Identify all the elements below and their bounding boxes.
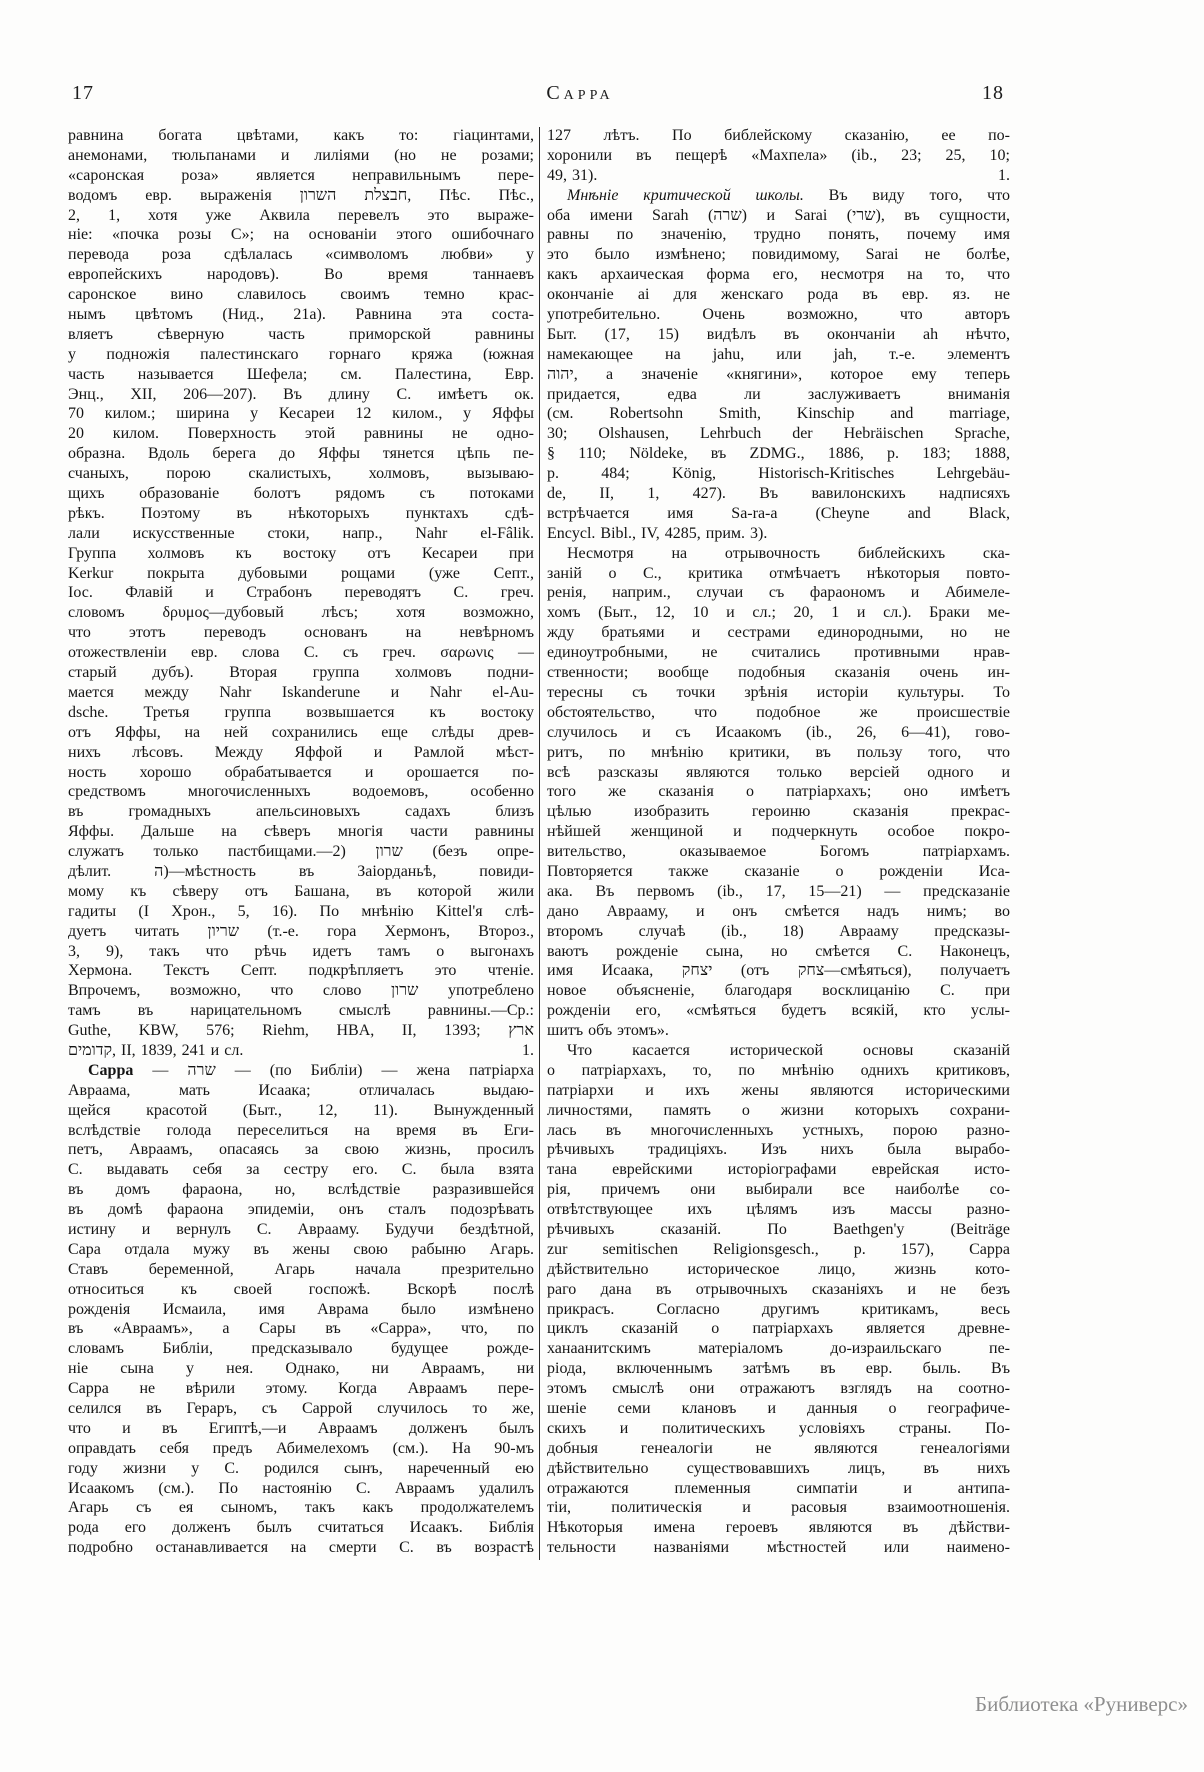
text-line: С. выдавать себя за сестру его. С. была взята <box>68 1161 534 1179</box>
text-line: ваютъ рожденіе сына, но смѣется С. Наконецъ, <box>547 942 1010 960</box>
text-line: Ставъ беременной, Агарь начала презрительно <box>68 1260 534 1278</box>
right-column <box>547 126 1010 1558</box>
text-line: тамъ въ нарицательномъ смыслѣ равнины.—Ср.: <box>68 1002 534 1020</box>
text-line: жду братьями и сестрами единородными, но не <box>547 624 1010 642</box>
text-line: Группа холмовъ къ востоку отъ Кесареи при <box>68 544 534 562</box>
text-line: ренія, наприм., случаи съ фараономъ и Абимеле- <box>547 584 1010 602</box>
text-line: намекающее на jahu, или jah, т.-е. элементъ <box>547 345 1010 363</box>
text-line: дѣйствительно существовавшихъ лицъ, въ нихъ <box>547 1459 1010 1477</box>
text-line: Несмотря на отрывочность библейскихъ ска- <box>567 544 1010 562</box>
author-signature-mark: 1. <box>998 166 1010 184</box>
page-number-right: 18 <box>982 82 1004 104</box>
text-line: случилось и съ Исаакомъ (ib., 26, 6—41), гово- <box>547 723 1010 741</box>
text-line: въ громадныхъ апельсиновыхъ садахъ близъ <box>68 803 534 821</box>
text-line: Guthe, KBW, 576; Riehm, HBA, II, 1393; ארץ <box>68 1022 534 1040</box>
text-line: оправдать себя предъ Абимелехомъ (см.). На 90-мъ <box>68 1439 534 1457</box>
text-line: Сара отдала мужу въ жены свою рабыню Агарь. <box>68 1240 534 1258</box>
text-line: щихъ образованіе болотъ рядомъ съ потоками <box>68 485 534 503</box>
text-line: мому къ сѣверу отъ Башана, въ которой жили <box>68 882 534 900</box>
text-line: dsche. Третья группа возвышается къ востоку <box>68 703 534 721</box>
text-line: рѣчивыхъ сказаній. По Baethgen'y (Beiträge <box>547 1220 1010 1238</box>
text-line: имя Исаака, יצחק (отъ צחק—смѣяться), получаетъ <box>547 962 1010 980</box>
author-signature-mark: 1. <box>522 1041 534 1059</box>
text-line: относиться къ своей госпожѣ. Вскорѣ послѣ <box>68 1280 534 1298</box>
text-line: второмъ случаѣ (ib., 18) Аврааму предсказы- <box>547 922 1010 940</box>
library-watermark: Библиотека «Руниверс» <box>975 1692 1188 1716</box>
text-line: саронское вино славилось своимъ темно крас- <box>68 286 534 304</box>
text-line: дано Аврааму, и онъ смѣется надъ нимъ; во <box>547 902 1010 920</box>
text-line: рѣчивыхъ традиціяхъ. Изъ нихъ была вырабо- <box>547 1141 1010 1159</box>
text-line: этомъ смыслѣ они отражаютъ взглядъ на соотно- <box>547 1380 1010 1398</box>
text-line: Нѣкоторыя имена героевъ являются въ дѣйстви- <box>547 1519 1010 1537</box>
text-line: году жизни у С. родился сынъ, нареченный ею <box>68 1459 534 1477</box>
text-line: оба имени Sarah (שרה) и Sarai (שרי), въ сущности, <box>547 206 1010 224</box>
text-line: какъ архаическая форма его, несмотря на то, что <box>547 266 1010 284</box>
text-line: 3, 9), такъ что рѣчь идетъ тамъ о выгонахъ <box>68 942 534 960</box>
text-line: дѣйствительно историческое лицо, жизнь кото- <box>547 1260 1010 1278</box>
text-line: единоутробными, не считались противными нрав- <box>547 644 1010 662</box>
text-line: ніе сына у нея. Однако, ни Авраамъ, ни <box>68 1360 534 1378</box>
text-line: Энц., XII, 206—207). Въ длину С. имѣетъ ок. <box>68 385 534 403</box>
text-line: § 110; Nöldeke, въ ZDMG., 1886, p. 183; 1888, <box>547 445 1010 463</box>
text-line: у подножія палестинскаго горнаго кряжа (южная <box>68 345 534 363</box>
text-line: 30; Olshausen, Lehrbuch der Hebräischen Sprache, <box>547 425 1010 443</box>
text-line: отвѣтствующее ихъ цѣлямъ изъ массы разно- <box>547 1201 1010 1219</box>
text-line: лали искусственные стоки, напр., Nahr el-Fâlik. <box>68 524 534 542</box>
text-line: хомъ (Быт., 12, 10 и сл.; 20, 1 и сл.). Браки ме- <box>547 604 1010 622</box>
text-line: шеніе семи клановъ и данныя о географиче- <box>547 1400 1010 1417</box>
text-line: всѣ разсказы являются только версіей одного и <box>547 763 1010 781</box>
text-line: средствомъ многочисленныхъ водоемовъ, особенно <box>68 783 534 801</box>
text-line: Впрочемъ, возможно, что слово שרון употреблено <box>68 982 534 1000</box>
text-line: Быт. (17, 15) видѣлъ въ окончаніи ah нѣчто, <box>547 325 1010 343</box>
text-line: личностями, память о жизни которыхъ сохрани- <box>547 1101 1010 1119</box>
text-line: часть называется Шефела; см. Палестина, Евр. <box>68 365 534 383</box>
text-line: нымъ цвѣтомъ (Нид., 21а). Равнина эта соста- <box>68 306 534 324</box>
text-line: щейся красотой (Быт., 12, 11). Вынужденный <box>68 1101 534 1119</box>
text-line: ханаанитскимъ матеріаломъ до-израильскаго пе- <box>547 1340 1010 1358</box>
text-line: что и въ Египтѣ,—и Авраамъ долженъ былъ <box>68 1419 534 1437</box>
text-line: Хермона. Текстъ Септ. подкрѣпляетъ это чтеніе. <box>68 962 534 980</box>
text-line: подробно останавливается на смерти С. въ возрастѣ <box>68 1539 534 1557</box>
text-line: Авраама, мать Исаака; отличалась выдаю- <box>68 1081 534 1099</box>
text-line: «саронская роза» является неправильнымъ пере- <box>68 166 534 184</box>
text-line: рѣкъ. Поэтому въ нѣкоторыхъ пунктахъ сдѣ- <box>68 504 534 522</box>
text-line: 1. קדומים, II, 1839, 241 и сл. <box>68 1041 534 1059</box>
text-line: p. 484; König, Historisch-Kritisches Lehrgebäu- <box>547 465 1010 483</box>
text-line: европейскихъ народовъ). Во время таннаевъ <box>68 266 534 284</box>
text-line: перевода роза сдѣлалась «символомъ любви» у <box>68 246 534 264</box>
text-line: петъ, Авраамъ, опасаясь за свою жизнь, просилъ <box>68 1141 534 1159</box>
text-line: ность хорошо обрабатывается и орошается по- <box>68 763 534 781</box>
text-line: новое объясненіе, благодаря восклицанію С. при <box>547 982 1010 1000</box>
text-line: цѣлью изобразить героиню сказанія прекрас- <box>547 803 1010 821</box>
text-line: въ домѣ фараона эпидеміи, онъ сталъ подозрѣвать <box>68 1201 534 1219</box>
text-line: ака. Въ первомъ (ib., 17, 15—21) — предсказаніе <box>547 882 1010 900</box>
text-line: Сарра — שרה — (по Библіи) — жена патріарха <box>88 1061 534 1079</box>
text-line: Encycl. Bibl., IV, 4285, прим. 3). <box>547 524 768 542</box>
text-line: отъ Яффы, на ней сохранились еще слѣды древ- <box>68 723 534 741</box>
text-line: тіи, политическія и расовыя взаимоотношенія. <box>547 1499 1010 1517</box>
text-line: нѣйшей женщиной и подчеркнуть особое покро- <box>547 823 1010 841</box>
text-line: тана еврейскими исторіографами еврейская исто- <box>547 1161 1010 1179</box>
text-line: что этотъ переводъ основанъ на невѣрномъ <box>68 624 534 642</box>
text-line: счаныхъ, порою скалистыхъ, холмовъ, вызываю- <box>68 465 534 483</box>
text-line: Агарь съ ея сыномъ, такъ какъ продолжателемъ <box>68 1499 534 1517</box>
running-head-title: Сарра <box>546 82 614 104</box>
text-line: это было измѣнено; повидимому, Sarai не болѣе, <box>547 246 1010 264</box>
text-line: (см. Robertsohn Smith, Kinschip and marriage, <box>547 405 1010 423</box>
text-line: добныя генеалогіи не являются генеалогіями <box>547 1439 1010 1457</box>
text-line: zur semitischen Religionsgesch., p. 157), Сарра <box>547 1240 1010 1258</box>
text-line: придается, едва ли заслуживаетъ вниманія <box>547 385 1010 403</box>
text-line: обстоятельство, что подобное же происшествіе <box>547 703 1010 721</box>
text-line: отражаются племенныя симпатіи и антипа- <box>547 1479 1010 1497</box>
text-line: тересны съ точки зрѣнія исторіи культуры. То <box>547 683 1010 701</box>
page-number-left: 17 <box>72 82 94 104</box>
text-line: скихъ и политическихъ условіяхъ страны. По- <box>547 1419 1010 1437</box>
text-line: раго дана въ отрывочныхъ сказаніяхъ и не безъ <box>547 1280 1010 1298</box>
text-line: тельности названіями мѣстностей или наимено- <box>547 1539 1010 1557</box>
text-line: вительство, оказываемое Богомъ патріархамъ. <box>547 843 1010 861</box>
left-column <box>68 126 534 1558</box>
text-line: ніе: «почка розы С»; на основаніи этого ошибочнаго <box>68 226 534 244</box>
text-line: Мнѣніе критической школы. Въ виду того, что <box>567 186 1010 204</box>
text-line: рожденіи его, «смѣяться будетъ всякій, кто услы- <box>547 1002 1010 1020</box>
text-line: нихъ лѣсовъ. Между Яффой и Рамлой мѣст- <box>68 743 534 761</box>
text-line: вслѣдствіе голода переселиться на время въ Еги- <box>68 1121 534 1139</box>
section-heading: Мнѣніе критической школы. <box>567 186 804 204</box>
text-line: отожествленіи евр. слова С. съ греч. σαρωνις — <box>68 644 534 662</box>
text-line: окончаніе ai для женскаго рода въ евр. яз. не <box>547 286 1010 304</box>
text-line: de, II, 1, 427). Въ вавилонскихъ надписяхъ <box>547 485 1010 503</box>
text-line: того же сказанія о патріархахъ; оно имѣетъ <box>547 783 1010 801</box>
text-line: въ «Авраамъ», а Сары въ «Сарра», что, по <box>68 1320 534 1338</box>
text-line: ритъ, по мнѣнію критики, въ пользу того, что <box>547 743 1010 761</box>
text-line: лась въ многочисленныхъ устныхъ, порою разно- <box>547 1121 1010 1139</box>
text-line: анемонами, тюльпанами и лиліями (но не розами; <box>68 146 534 164</box>
text-line: прикрасъ. Согласно другимъ критикамъ, весь <box>547 1300 1010 1318</box>
text-line: мается между Nahr Iskanderune и Nahr el-Au- <box>68 683 534 701</box>
column-divider-rule <box>539 127 540 1560</box>
text-line: старый дубъ). Вторая группа холмовъ подни- <box>68 664 534 682</box>
text-line: Повторяется также сказаніе о рожденіи Иса- <box>547 862 1010 880</box>
text-line: заній о С., критика отмѣчаетъ нѣкоторыя повто- <box>547 564 1010 582</box>
text-line: 70 килом.; ширина у Кесареи 12 килом., у Яффы <box>68 405 534 423</box>
text-line: вляетъ сѣверную часть приморской равнины <box>68 325 534 343</box>
text-line: рія, причемъ они выбирали все наиболѣе со- <box>547 1181 1010 1199</box>
text-line: образна. Вдоль берега до Яффы тянется цѣпь пе- <box>68 445 534 463</box>
text-line: 20 килом. Поверхность этой равнины не одно- <box>68 425 534 443</box>
text-line: равны по значенію, трудно понять, почему имя <box>547 226 1010 244</box>
text-line: истину и вернулъ С. Аврааму. Будучи бездѣтной, <box>68 1220 534 1238</box>
text-line: 1. 49, 31). <box>547 166 1010 184</box>
text-line: Іос. Флавій и Страбонъ переводятъ С. греч. <box>68 584 534 602</box>
text-line: 2, 1, хотя уже Аквила перевелъ это выраже- <box>68 206 534 224</box>
text-line: יהוה, а значеніе «княгини», которое ему теперь <box>547 365 1010 383</box>
text-line: ріода, включеннымъ затѣмъ въ евр. быль. Въ <box>547 1360 1010 1378</box>
text-line: Сарра не вѣрили этому. Когда Авраамъ пере- <box>68 1380 534 1398</box>
text-line: рожденія Исмаила, имя Аврама было измѣнено <box>68 1300 534 1318</box>
text-line: словамъ Библіи, предсказывало будущее рожде- <box>68 1340 534 1358</box>
text-line: шитъ объ этомъ». <box>547 1022 669 1040</box>
text-line: 127 лѣтъ. По библейскому сказанію, ее по- <box>547 127 1010 144</box>
text-line: Kerkur покрыта дубовыми рощами (уже Септ., <box>68 564 534 582</box>
text-line: циклъ сказаній о патріархахъ является древне- <box>547 1320 1010 1338</box>
text-line: служатъ только пастбищами.—2) שרון (безъ опре- <box>68 843 534 861</box>
text-line: рода его долженъ былъ считаться Исаакъ. Библія <box>68 1519 534 1537</box>
text-line: о патріархахъ, то, по мнѣнію однихъ критиковъ, <box>547 1061 1010 1079</box>
text-line: патріархи и ихъ жены являются историческими <box>547 1081 1010 1099</box>
text-line: дѣлит. ה)—мѣстность въ Заіорданьѣ, повиди- <box>68 862 534 880</box>
text-line: Яффы. Дальше на сѣверъ многія части равнины <box>68 823 534 841</box>
text-line: равнина богата цвѣтами, какъ то: гіацинтами, <box>68 127 534 144</box>
text-line: селился въ Гераръ, съ Саррой случилось то же, <box>68 1400 534 1417</box>
text-line: хоронили въ пещерѣ «Махпела» (ib., 23; 25, 10; <box>547 146 1010 164</box>
entry-headword: Сарра <box>88 1061 134 1079</box>
text-line: встрѣчается имя Sa-ra-a (Cheyne and Black, <box>547 504 1010 522</box>
text-line: употребительно. Очень возможно, что авторъ <box>547 306 1010 324</box>
text-line: Что касается исторической основы сказаній <box>567 1041 1010 1059</box>
text-line: Исаакомъ (см.). По настоянію С. Авраамъ удалилъ <box>68 1479 534 1497</box>
text-line: дуетъ читать שריון (т.-е. гора Хермонъ, Второз., <box>68 922 534 940</box>
text-line: въ домъ фараона, но, вслѣдствіе разразившейся <box>68 1181 534 1199</box>
text-line: гадиты (I Хрон., 5, 16). По мнѣнію Kittel'я слѣ- <box>68 902 534 920</box>
text-line: ственности; вообще подобныя сказанія очень ин- <box>547 664 1010 682</box>
text-line: водомъ евр. выраженія חבצלת השרון, Пѣс. Пѣс., <box>68 186 534 204</box>
text-line: словомъ δρυμος—дубовый лѣсъ; хотя возможно, <box>68 604 534 622</box>
